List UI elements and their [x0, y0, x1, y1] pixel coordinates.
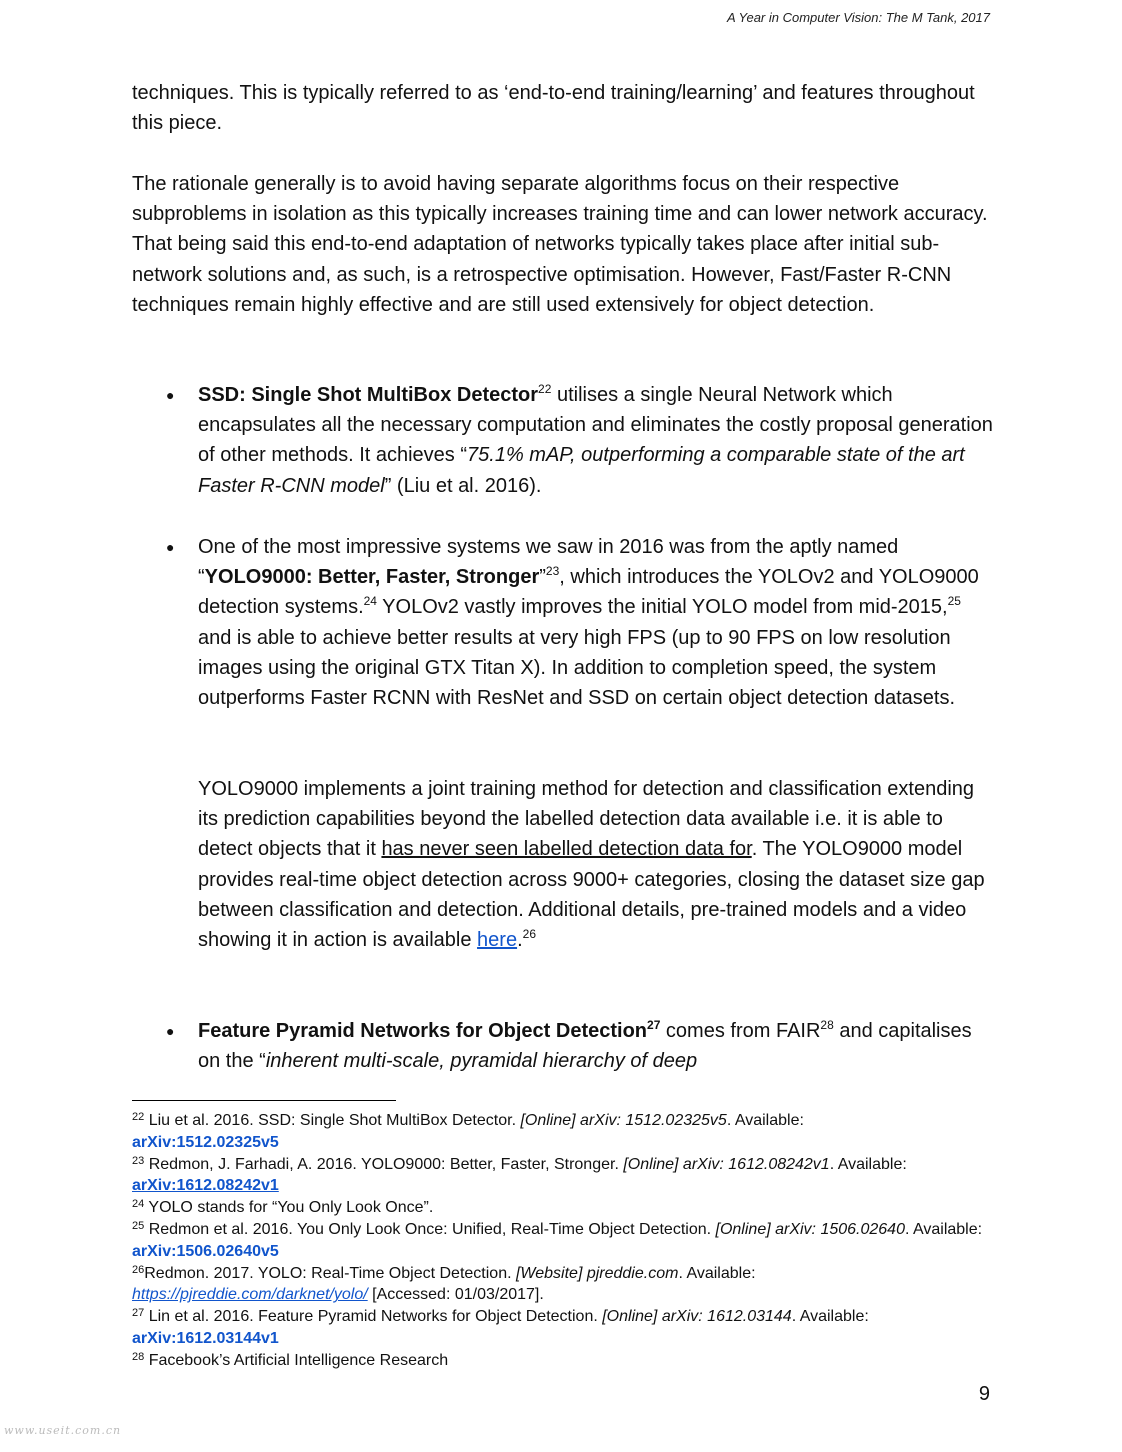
footnote-text: Redmon. 2017. YOLO: Real-Time Object Detection.	[144, 1264, 516, 1282]
yolo-close-quote: ”	[539, 566, 546, 589]
page-number: 9	[978, 1383, 990, 1405]
fpn-text-2: and capitalises on the “	[198, 1020, 972, 1073]
fpn-text: comes from FAIR	[660, 1020, 821, 1042]
fpn-quote: inherent multi-scale, pyramidal hierarchy of deep	[265, 1050, 698, 1073]
footnote-26	[132, 1263, 1002, 1307]
footnote-source: [Online] arXiv: 1506.02640	[715, 1220, 905, 1238]
footnote-ref-23[interactable]: 23	[545, 564, 560, 579]
footnote-24	[132, 1197, 1002, 1219]
footnote-25	[132, 1219, 1002, 1263]
footnotes	[132, 1110, 1002, 1372]
arxiv-link[interactable]: arXiv:1506.02640v5	[132, 1242, 279, 1260]
bullet-ssd	[132, 380, 994, 501]
footnote-27	[132, 1306, 1002, 1350]
paragraph-rationale: The rationale generally is to avoid having separate algorithms focus on their respective subproblems in isolation as this typically increases training time and can lower network accuracy. That being said this end-to-end adaptation of networks typically takes place after initial sub-network solutions and, as such, is a retrospective optimisation. However, Fast/Faster R-CNN techniques remain highly effective and are still used extensively for object detection.	[132, 173, 988, 316]
ssd-text: utilises a single Neural Network which encapsulates all the necessary computation and eliminates the costly proposal generation of other methods. It achieves “	[198, 384, 993, 467]
footnote-number: 25	[132, 1219, 145, 1232]
footnote-text: . Available:	[726, 1112, 804, 1129]
footnote-source: [Online] arXiv: 1612.03144	[602, 1308, 792, 1326]
yolo-continuation	[132, 774, 994, 955]
footnote-text: . Available:	[678, 1264, 756, 1282]
ssd-title: SSD: Single Shot MultiBox Detector	[198, 384, 539, 406]
footnote-text: YOLO stands for “You Only Look Once”.	[144, 1199, 434, 1217]
footnote-text: Lin et al. 2016. Feature Pyramid Networks for Object Detection.	[144, 1308, 603, 1326]
footnote-number: 26	[132, 1263, 145, 1276]
website-link[interactable]: https://pjreddie.com/darknet/yolo/	[132, 1286, 368, 1304]
footnote-23	[132, 1154, 1002, 1198]
footnote-text: Liu et al. 2016. SSD: Single Shot MultiBox Detector.	[144, 1112, 521, 1129]
here-link[interactable]: here	[477, 929, 518, 952]
underlined-phrase: has never seen labelled detection data for	[381, 838, 752, 861]
yolo9000-text: YOLO9000 implements a joint training method for detection and classification extending its prediction capabilities beyond the labelled detection data available i.e. it is able to detect objects that it	[198, 778, 975, 861]
footnote-number: 22	[132, 1111, 145, 1123]
footnote-ref-22[interactable]: 22	[538, 382, 552, 396]
fpn-title: Feature Pyramid Networks for Object Detection	[198, 1020, 648, 1042]
yolo-title: YOLO9000: Better, Faster, Stronger	[204, 566, 540, 589]
footnote-number: 24	[132, 1198, 145, 1211]
bullet-dot: ●	[166, 387, 175, 403]
footnote-number: 28	[132, 1350, 145, 1363]
footnote-source: [Online] arXiv: 1612.08242v1	[623, 1155, 830, 1173]
arxiv-link[interactable]: arXiv:1512.02325v5	[132, 1133, 279, 1151]
bullet-dot: ●	[166, 1023, 175, 1039]
footnote-text: . Available:	[791, 1308, 869, 1326]
yolo9000-text-2: . The YOLO9000 model provides real-time object detection across 9000+ categories, closing the dataset size gap between classification and detection. Additional details, pre-trained models and a video showing it in action is available	[198, 838, 985, 952]
yolo-intro: One of the most impressive systems we saw in 2016 was from the aptly named “	[198, 536, 899, 589]
footnote-22	[132, 1110, 1002, 1154]
footnote-ref-28[interactable]: 28	[820, 1018, 834, 1032]
arxiv-link[interactable]: arXiv:1612.03144v1	[132, 1329, 279, 1347]
running-header: A Year in Computer Vision: The M Tank, 2017	[726, 10, 990, 25]
footnote-text: Facebook’s Artificial Intelligence Research	[144, 1351, 449, 1369]
footnote-text: . Available:	[904, 1220, 983, 1238]
yolo-text: , which introduces the YOLOv2 and YOLO9000 detection systems.	[198, 566, 979, 619]
footnote-text: . Available:	[829, 1155, 907, 1173]
ssd-quote: 75.1% mAP, outperforming a comparable state of the art Faster R-CNN model	[198, 444, 965, 497]
footnote-ref-27[interactable]: 27	[647, 1018, 661, 1032]
bullet-dot: ●	[166, 539, 175, 555]
bullet-fpn	[132, 1016, 994, 1076]
footnote-28	[132, 1350, 1002, 1372]
yolo-text-3: and is able to achieve better results at very high FPS (up to 90 FPS on low resolution images using the original GTX Titan X). In addition to completion speed, the system outperforms Faster RCNN with ResNet and SSD on certain object detection datasets.	[198, 626, 956, 710]
footnote-number: 23	[132, 1154, 145, 1167]
arxiv-link[interactable]: arXiv:1612.08242v1	[132, 1177, 279, 1195]
footnote-divider	[132, 1100, 396, 1101]
bullet-yolo	[132, 532, 994, 713]
footnote-number: 27	[132, 1307, 145, 1320]
period: .	[517, 929, 523, 952]
paragraph-end-to-end: techniques. This is typically referred to as ‘end-to-end training/learning’ and features throughout this piece.	[132, 82, 975, 135]
footnote-text: [Accessed: 01/03/2017].	[367, 1286, 544, 1304]
footnote-source: [Online] arXiv: 1512.02325v5	[520, 1112, 727, 1129]
yolo-text-2: YOLOv2 vastly improves the initial YOLO model from mid-2015,	[376, 596, 948, 619]
footnote-ref-25[interactable]: 25	[947, 594, 961, 609]
footnote-source: [Website] pjreddie.com	[515, 1264, 679, 1282]
footnote-ref-24[interactable]: 24	[363, 594, 377, 609]
watermark: www.useit.com.cn	[4, 1424, 122, 1437]
ssd-citation: ” (Liu et al. 2016).	[384, 474, 542, 497]
footnote-text: Redmon, J. Farhadi, A. 2016. YOLO9000: Better, Faster, Stronger.	[144, 1155, 624, 1173]
footnote-ref-26[interactable]: 26	[522, 927, 536, 942]
footnote-text: Redmon et al. 2016. You Only Look Once: Unified, Real-Time Object Detection.	[144, 1220, 716, 1238]
